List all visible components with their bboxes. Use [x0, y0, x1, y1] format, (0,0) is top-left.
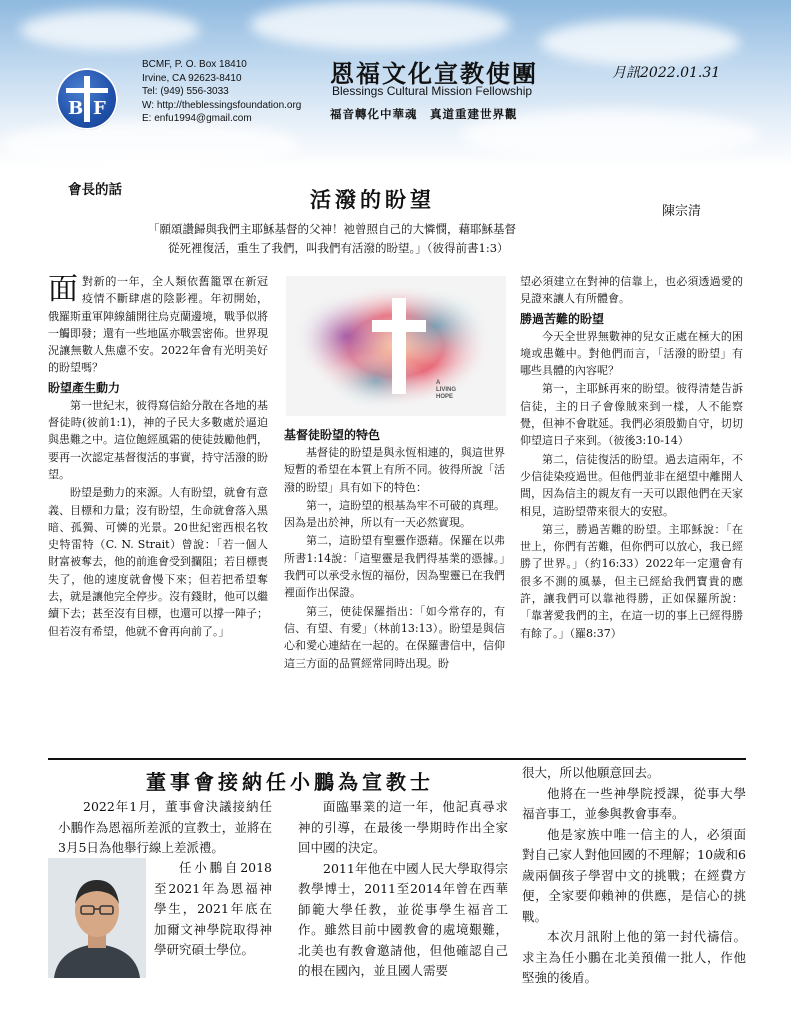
- paragraph-text: 對新的一年，全人類依舊籠罩在新冠疫情不斷肆虐的陰影裡。年初開始，俄羅斯重軍陣線舖開往烏克蘭邊境，戰爭似將一觸即發；還有一些地區亦戰雲密佈。世界現況讓無數人焦慮不安。2022年會有光明美好的盼望嗎？: [48, 275, 268, 375]
- contact-address-2: Irvine, CA 92623-8410: [142, 72, 242, 84]
- contact-block: [142, 58, 301, 126]
- paragraph: 2011年他在中國人民大學取得宗教學博士，2011至2014年曾在西華師範大學任教，並從事學生福音工作。雖然目前中國教會的處境艱難，北美也有教會邀請他，但他確認自己的根在國內，並且國人需要: [298, 860, 508, 978]
- article-column-1: [48, 273, 268, 641]
- paragraph: 很大，所以他願意回去。: [522, 765, 660, 780]
- article2-column-3: [522, 763, 746, 989]
- article2-column-1: [58, 797, 272, 859]
- article-column-3: [520, 273, 743, 643]
- paragraph: 第三，勝過苦難的盼望。主耶穌說：「在世上，你們有苦難，但你們可以放心，我已經勝了世界。」（約16:33）2022年一定還會有很多不測的風暴，但主已經給我們寶貴的應許，讓我們可以靠祂得勝，正如保羅所說：「靠著愛我們的主，在這一切的事上已經得勝有餘了。」（羅8:37）: [520, 522, 743, 640]
- org-name-english: Blessings Cultural Mission Fellowship: [332, 84, 533, 98]
- quote-line-1: 「願頌讚歸與我們主耶穌基督的父神！祂曾照自己的大憐憫，藉耶穌基督: [148, 222, 516, 236]
- quote-line-2: 從死裡復活，重生了我們，叫我們有活潑的盼望。」（彼得前書1:3）: [168, 241, 509, 255]
- article2-column-2: [298, 797, 508, 982]
- paragraph: 基督徒的盼望是與永恆相連的，與這世界短暫的希望在本質上有所不同。彼得所說「活潑的盼望」具有如下的特色：: [284, 446, 505, 494]
- living-hope-image: [286, 276, 506, 416]
- person-portrait: [48, 858, 146, 978]
- subheading: 勝過苦難的盼望: [520, 311, 605, 326]
- article-title: 活潑的盼望: [310, 187, 435, 212]
- article-column-2: [284, 424, 505, 673]
- paragraph: 第二，這盼望有聖靈作憑藉。保羅在以弗所書1:14說：「這聖靈是我們得基業的憑據。」我們可以承受永恆的福份，因為聖靈已在我們裡面作出保證。: [284, 534, 505, 600]
- paragraph: 任小鵬自2018至2021年為恩福神學生，2021年底在加爾文神學院取得神學研究碩士學位。: [154, 860, 272, 957]
- paragraph: 第二，信徒復活的盼望。過去這兩年，不少信徒染疫過世。但他們並非在絕望中離開人間，因為信主的親友有一天可以跟他們在天家相見，這盼望帶來很大的安慰。: [520, 452, 743, 518]
- paragraph: [48, 273, 268, 377]
- scripture-quote: [148, 220, 668, 258]
- org-motto: 福音轉化中華魂 真道重建世界觀: [330, 107, 518, 121]
- contact-email[interactable]: E: enfu1994@gmail.com: [142, 113, 252, 124]
- section-divider: [48, 758, 746, 760]
- paragraph: 盼望是動力的來源。人有盼望，就會有意義、目標和力量；沒有盼望，生命就會落入黑暗、孤獨、可憐的光景。20世紀密西根名牧史特雷特（C. N. Strait）曾說：「若一個人財富被奪去，他的前進會受到攔阻；若目標喪失了，他的速度就會慢下來；但若把希望奪去，就是讓他完全停步。沒有錢財，他可以繼續下去；甚至沒有目標，也還可以撐一陣子；但若沒有希望，他就不會再向前了。」: [48, 486, 268, 638]
- paragraph: 他是家族中唯一信主的人，必須面對自己家人對他回國的不理解；10歲和6歲兩個孩子學習中文的挑戰；在經費方便，全家要仰賴神的供應，是信心的挑戰。: [522, 826, 746, 924]
- paragraph: 第一，這盼望的根基為牢不可破的真理。因為是出於神，所以有一天必然實現。: [284, 498, 505, 530]
- paragraph: 望必須建立在對神的信靠上，也必須透過愛的見證來讓人有所體會。: [520, 275, 743, 306]
- contact-website[interactable]: W: http://theblessingsfoundation.org: [142, 99, 302, 111]
- contact-phone: Tel: (949) 556-3033: [142, 86, 229, 97]
- logo-letter-f: F: [93, 98, 106, 119]
- subheading: 盼望產生動力: [48, 380, 121, 395]
- image-caption: A LIVING HOPE: [436, 380, 457, 400]
- paragraph: 本次月訊附上他的第一封代禱信。求主為任小鵬在北美預備一批人，作他堅強的後盾。: [522, 929, 746, 985]
- paragraph: 第一，主耶穌再來的盼望。彼得清楚告訴信徒，主的日子會像賊來到一樣，人不能察覺，但神不會耽延。我們必須殷勤自守，切切仰望這日子來到。（彼後3:10-14）: [520, 382, 743, 448]
- bf-logo: [56, 68, 118, 130]
- living-hope-artwork: [286, 276, 506, 416]
- paragraph: 第一世紀末，彼得寫信給分散在各地的基督徒時(彼前1:1)，神的子民大多數處於逼迫與患難之中。這位飽經風霜的使徒鼓勵他們，要再一次認定基督復活的事實，持守活潑的盼望。: [48, 398, 268, 481]
- article2-column-1b: [154, 858, 272, 961]
- paragraph: 2022年1月，董事會決議接納任小鵬作為恩福所差派的宣教士，並將在3月5日為他舉行線上差派禮。: [58, 799, 272, 855]
- paragraph: 面臨畢業的這一年，他記真尋求神的引導，在最後一學期時作出全家回中國的決定。: [298, 799, 508, 855]
- paragraph: 第三，使徒保羅指出：「如今常存的，有信、有望、有愛」（林前13:13）。盼望是與信心和愛心連結在一起的。在保羅書信中，信仰這三方面的品質經常同時出現。盼: [284, 604, 505, 670]
- org-name-chinese: 恩福文化宣教使團: [330, 59, 538, 88]
- contact-address-1: BCMF, P. O. Box 18410: [142, 59, 247, 70]
- logo-letter-b: B: [68, 98, 84, 119]
- drop-cap: 面: [48, 272, 78, 307]
- paragraph: 今天全世界無數神的兒女正處在極大的困境或患難中。對他們而言，「活潑的盼望」有哪些具體的內容呢？: [520, 329, 743, 378]
- issue-date: 月訊2022.01.31: [612, 65, 721, 81]
- article2-title: 董事會接納任小鵬為宣教士: [146, 770, 434, 794]
- subheading: 基督徒盼望的特色: [284, 428, 381, 442]
- section-label: 會長的話: [68, 182, 122, 198]
- article-author: 陳宗清: [662, 204, 702, 219]
- paragraph: 他將在一些神學院授課，從事大學福音事工，並參與教會事奉。: [522, 785, 746, 821]
- masthead: [0, 0, 791, 168]
- portrait-photo: [48, 858, 146, 978]
